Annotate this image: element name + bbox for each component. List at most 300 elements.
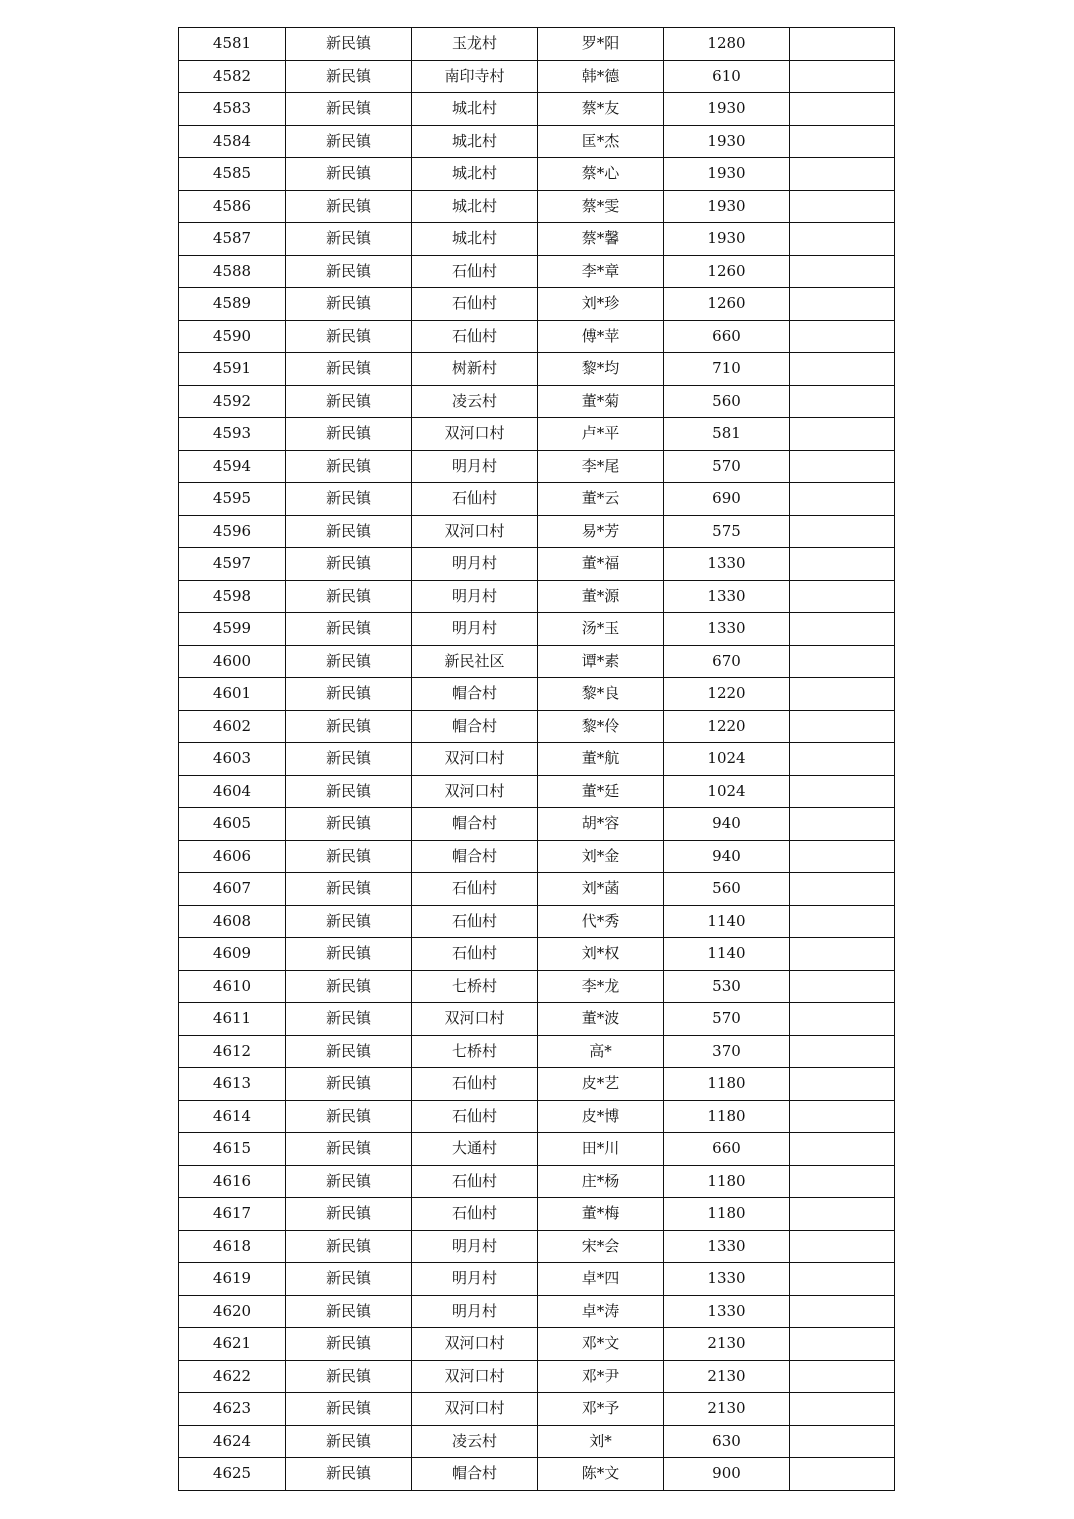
serial-number-cell: 4596: [179, 515, 286, 548]
village-cell: 石仙村: [412, 873, 538, 906]
note-cell: [790, 158, 895, 191]
amount-cell: 570: [664, 1003, 790, 1036]
table-row: [179, 938, 895, 971]
name-cell: 陈*文: [538, 1458, 664, 1491]
note-cell: [790, 840, 895, 873]
table-row: [179, 125, 895, 158]
table-row: [179, 743, 895, 776]
village-cell: 城北村: [412, 158, 538, 191]
amount-cell: 1330: [664, 1295, 790, 1328]
table-row: [179, 1035, 895, 1068]
village-cell: 石仙村: [412, 1068, 538, 1101]
town-cell: 新民镇: [286, 548, 412, 581]
town-cell: 新民镇: [286, 1393, 412, 1426]
note-cell: [790, 255, 895, 288]
note-cell: [790, 353, 895, 386]
table-row: [179, 808, 895, 841]
serial-number-cell: 4613: [179, 1068, 286, 1101]
village-cell: 双河口村: [412, 418, 538, 451]
serial-number-cell: 4625: [179, 1458, 286, 1491]
town-cell: 新民镇: [286, 905, 412, 938]
village-cell: 双河口村: [412, 515, 538, 548]
town-cell: 新民镇: [286, 743, 412, 776]
name-cell: 邓*尹: [538, 1360, 664, 1393]
serial-number-cell: 4592: [179, 385, 286, 418]
serial-number-cell: 4600: [179, 645, 286, 678]
amount-cell: 560: [664, 385, 790, 418]
name-cell: 谭*素: [538, 645, 664, 678]
table-row: [179, 93, 895, 126]
town-cell: 新民镇: [286, 1068, 412, 1101]
town-cell: 新民镇: [286, 385, 412, 418]
village-cell: 双河口村: [412, 1003, 538, 1036]
amount-cell: 370: [664, 1035, 790, 1068]
amount-cell: 530: [664, 970, 790, 1003]
name-cell: 庄*杨: [538, 1165, 664, 1198]
village-cell: 帽合村: [412, 678, 538, 711]
table-row: [179, 1003, 895, 1036]
amount-cell: 2130: [664, 1393, 790, 1426]
village-cell: 明月村: [412, 450, 538, 483]
name-cell: 傅*苹: [538, 320, 664, 353]
note-cell: [790, 1458, 895, 1491]
note-cell: [790, 320, 895, 353]
name-cell: 黎*良: [538, 678, 664, 711]
note-cell: [790, 385, 895, 418]
amount-cell: 1024: [664, 743, 790, 776]
table-row: [179, 1295, 895, 1328]
table-row: [179, 320, 895, 353]
note-cell: [790, 1425, 895, 1458]
village-cell: 帽合村: [412, 710, 538, 743]
amount-cell: 690: [664, 483, 790, 516]
town-cell: 新民镇: [286, 450, 412, 483]
serial-number-cell: 4615: [179, 1133, 286, 1166]
village-cell: 帽合村: [412, 808, 538, 841]
serial-number-cell: 4621: [179, 1328, 286, 1361]
serial-number-cell: 4607: [179, 873, 286, 906]
note-cell: [790, 775, 895, 808]
village-cell: 玉龙村: [412, 28, 538, 61]
amount-cell: 670: [664, 645, 790, 678]
note-cell: [790, 60, 895, 93]
village-cell: 七桥村: [412, 1035, 538, 1068]
serial-number-cell: 4614: [179, 1100, 286, 1133]
name-cell: 黎*均: [538, 353, 664, 386]
table-row: [179, 873, 895, 906]
amount-cell: 2130: [664, 1360, 790, 1393]
village-cell: 凌云村: [412, 385, 538, 418]
village-cell: 双河口村: [412, 1328, 538, 1361]
name-cell: 蔡*馨: [538, 223, 664, 256]
serial-number-cell: 4582: [179, 60, 286, 93]
serial-number-cell: 4585: [179, 158, 286, 191]
amount-cell: 560: [664, 873, 790, 906]
table-row: [179, 223, 895, 256]
table-row: [179, 840, 895, 873]
serial-number-cell: 4581: [179, 28, 286, 61]
name-cell: 蔡*友: [538, 93, 664, 126]
town-cell: 新民镇: [286, 873, 412, 906]
note-cell: [790, 1295, 895, 1328]
table-row: [179, 1068, 895, 1101]
table-row: [179, 970, 895, 1003]
amount-cell: 1330: [664, 580, 790, 613]
note-cell: [790, 905, 895, 938]
table-row: [179, 1198, 895, 1231]
serial-number-cell: 4602: [179, 710, 286, 743]
town-cell: 新民镇: [286, 60, 412, 93]
table-row: [179, 1165, 895, 1198]
village-cell: 南印寺村: [412, 60, 538, 93]
amount-cell: 1330: [664, 548, 790, 581]
note-cell: [790, 223, 895, 256]
serial-number-cell: 4609: [179, 938, 286, 971]
town-cell: 新民镇: [286, 28, 412, 61]
name-cell: 董*福: [538, 548, 664, 581]
note-cell: [790, 970, 895, 1003]
amount-cell: 1930: [664, 125, 790, 158]
village-cell: 树新村: [412, 353, 538, 386]
note-cell: [790, 1328, 895, 1361]
village-cell: 石仙村: [412, 1198, 538, 1231]
note-cell: [790, 450, 895, 483]
note-cell: [790, 1068, 895, 1101]
name-cell: 李*龙: [538, 970, 664, 1003]
town-cell: 新民镇: [286, 1230, 412, 1263]
table-row: [179, 548, 895, 581]
town-cell: 新民镇: [286, 418, 412, 451]
serial-number-cell: 4623: [179, 1393, 286, 1426]
town-cell: 新民镇: [286, 1003, 412, 1036]
name-cell: 董*梅: [538, 1198, 664, 1231]
name-cell: 李*尾: [538, 450, 664, 483]
note-cell: [790, 190, 895, 223]
amount-cell: 570: [664, 450, 790, 483]
table-body: [179, 28, 895, 1491]
serial-number-cell: 4593: [179, 418, 286, 451]
note-cell: [790, 1393, 895, 1426]
table-row: [179, 1360, 895, 1393]
town-cell: 新民镇: [286, 125, 412, 158]
name-cell: 蔡*雯: [538, 190, 664, 223]
table-row: [179, 190, 895, 223]
village-cell: 凌云村: [412, 1425, 538, 1458]
village-cell: 明月村: [412, 1295, 538, 1328]
amount-cell: 1280: [664, 28, 790, 61]
name-cell: 董*航: [538, 743, 664, 776]
village-cell: 城北村: [412, 223, 538, 256]
note-cell: [790, 743, 895, 776]
town-cell: 新民镇: [286, 580, 412, 613]
serial-number-cell: 4604: [179, 775, 286, 808]
name-cell: 匡*杰: [538, 125, 664, 158]
town-cell: 新民镇: [286, 1035, 412, 1068]
town-cell: 新民镇: [286, 1263, 412, 1296]
serial-number-cell: 4610: [179, 970, 286, 1003]
town-cell: 新民镇: [286, 190, 412, 223]
name-cell: 胡*容: [538, 808, 664, 841]
name-cell: 罗*阳: [538, 28, 664, 61]
table-row: [179, 678, 895, 711]
name-cell: 汤*玉: [538, 613, 664, 646]
note-cell: [790, 1198, 895, 1231]
village-cell: 双河口村: [412, 1360, 538, 1393]
village-cell: 城北村: [412, 190, 538, 223]
name-cell: 宋*会: [538, 1230, 664, 1263]
village-cell: 石仙村: [412, 1165, 538, 1198]
serial-number-cell: 4620: [179, 1295, 286, 1328]
name-cell: 皮*艺: [538, 1068, 664, 1101]
subsidy-table: [178, 27, 895, 1491]
village-cell: 帽合村: [412, 840, 538, 873]
note-cell: [790, 580, 895, 613]
serial-number-cell: 4612: [179, 1035, 286, 1068]
serial-number-cell: 4619: [179, 1263, 286, 1296]
town-cell: 新民镇: [286, 1458, 412, 1491]
amount-cell: 581: [664, 418, 790, 451]
amount-cell: 1180: [664, 1198, 790, 1231]
note-cell: [790, 1165, 895, 1198]
amount-cell: 1930: [664, 223, 790, 256]
name-cell: 邓*文: [538, 1328, 664, 1361]
amount-cell: 1180: [664, 1165, 790, 1198]
town-cell: 新民镇: [286, 320, 412, 353]
town-cell: 新民镇: [286, 158, 412, 191]
village-cell: 明月村: [412, 580, 538, 613]
amount-cell: 1930: [664, 190, 790, 223]
table-row: [179, 1263, 895, 1296]
amount-cell: 1930: [664, 158, 790, 191]
serial-number-cell: 4622: [179, 1360, 286, 1393]
table-row: [179, 353, 895, 386]
village-cell: 石仙村: [412, 938, 538, 971]
serial-number-cell: 4595: [179, 483, 286, 516]
table-row: [179, 1458, 895, 1491]
note-cell: [790, 28, 895, 61]
amount-cell: 710: [664, 353, 790, 386]
name-cell: 董*廷: [538, 775, 664, 808]
village-cell: 石仙村: [412, 483, 538, 516]
note-cell: [790, 515, 895, 548]
table-row: [179, 60, 895, 93]
note-cell: [790, 1035, 895, 1068]
village-cell: 双河口村: [412, 775, 538, 808]
name-cell: 代*秀: [538, 905, 664, 938]
table-row: [179, 1133, 895, 1166]
name-cell: 卓*四: [538, 1263, 664, 1296]
table-row: [179, 905, 895, 938]
table-row: [179, 418, 895, 451]
note-cell: [790, 1003, 895, 1036]
town-cell: 新民镇: [286, 255, 412, 288]
note-cell: [790, 873, 895, 906]
table-row: [179, 580, 895, 613]
serial-number-cell: 4611: [179, 1003, 286, 1036]
serial-number-cell: 4605: [179, 808, 286, 841]
village-cell: 明月村: [412, 548, 538, 581]
note-cell: [790, 125, 895, 158]
table-row: [179, 450, 895, 483]
serial-number-cell: 4583: [179, 93, 286, 126]
amount-cell: 940: [664, 840, 790, 873]
village-cell: 城北村: [412, 93, 538, 126]
table-row: [179, 710, 895, 743]
serial-number-cell: 4606: [179, 840, 286, 873]
amount-cell: 1180: [664, 1068, 790, 1101]
name-cell: 黎*伶: [538, 710, 664, 743]
table-row: [179, 1425, 895, 1458]
town-cell: 新民镇: [286, 515, 412, 548]
town-cell: 新民镇: [286, 1133, 412, 1166]
name-cell: 董*波: [538, 1003, 664, 1036]
town-cell: 新民镇: [286, 678, 412, 711]
serial-number-cell: 4598: [179, 580, 286, 613]
name-cell: 蔡*心: [538, 158, 664, 191]
amount-cell: 1140: [664, 905, 790, 938]
serial-number-cell: 4590: [179, 320, 286, 353]
table-row: [179, 483, 895, 516]
town-cell: 新民镇: [286, 1328, 412, 1361]
village-cell: 明月村: [412, 1230, 538, 1263]
name-cell: 卢*平: [538, 418, 664, 451]
town-cell: 新民镇: [286, 1198, 412, 1231]
name-cell: 田*川: [538, 1133, 664, 1166]
amount-cell: 1330: [664, 1230, 790, 1263]
amount-cell: 1260: [664, 255, 790, 288]
village-cell: 石仙村: [412, 1100, 538, 1133]
serial-number-cell: 4594: [179, 450, 286, 483]
village-cell: 新民社区: [412, 645, 538, 678]
amount-cell: 660: [664, 1133, 790, 1166]
note-cell: [790, 1133, 895, 1166]
amount-cell: 1220: [664, 678, 790, 711]
amount-cell: 610: [664, 60, 790, 93]
name-cell: 刘*: [538, 1425, 664, 1458]
village-cell: 石仙村: [412, 320, 538, 353]
table-row: [179, 255, 895, 288]
amount-cell: 575: [664, 515, 790, 548]
name-cell: 韩*德: [538, 60, 664, 93]
name-cell: 董*菊: [538, 385, 664, 418]
note-cell: [790, 93, 895, 126]
village-cell: 城北村: [412, 125, 538, 158]
town-cell: 新民镇: [286, 353, 412, 386]
town-cell: 新民镇: [286, 645, 412, 678]
serial-number-cell: 4617: [179, 1198, 286, 1231]
town-cell: 新民镇: [286, 970, 412, 1003]
name-cell: 卓*涛: [538, 1295, 664, 1328]
amount-cell: 940: [664, 808, 790, 841]
amount-cell: 900: [664, 1458, 790, 1491]
name-cell: 刘*珍: [538, 288, 664, 321]
name-cell: 刘*金: [538, 840, 664, 873]
name-cell: 董*云: [538, 483, 664, 516]
note-cell: [790, 288, 895, 321]
town-cell: 新民镇: [286, 223, 412, 256]
serial-number-cell: 4616: [179, 1165, 286, 1198]
serial-number-cell: 4608: [179, 905, 286, 938]
serial-number-cell: 4588: [179, 255, 286, 288]
serial-number-cell: 4586: [179, 190, 286, 223]
serial-number-cell: 4584: [179, 125, 286, 158]
table-row: [179, 775, 895, 808]
village-cell: 双河口村: [412, 1393, 538, 1426]
serial-number-cell: 4601: [179, 678, 286, 711]
note-cell: [790, 645, 895, 678]
table-row: [179, 645, 895, 678]
amount-cell: 1330: [664, 613, 790, 646]
town-cell: 新民镇: [286, 938, 412, 971]
name-cell: 刘*菡: [538, 873, 664, 906]
town-cell: 新民镇: [286, 808, 412, 841]
serial-number-cell: 4599: [179, 613, 286, 646]
town-cell: 新民镇: [286, 1100, 412, 1133]
village-cell: 大通村: [412, 1133, 538, 1166]
table-row: [179, 1328, 895, 1361]
village-cell: 双河口村: [412, 743, 538, 776]
amount-cell: 1260: [664, 288, 790, 321]
amount-cell: 660: [664, 320, 790, 353]
amount-cell: 1930: [664, 93, 790, 126]
village-cell: 帽合村: [412, 1458, 538, 1491]
note-cell: [790, 1263, 895, 1296]
serial-number-cell: 4589: [179, 288, 286, 321]
town-cell: 新民镇: [286, 288, 412, 321]
table-row: [179, 28, 895, 61]
note-cell: [790, 548, 895, 581]
serial-number-cell: 4618: [179, 1230, 286, 1263]
village-cell: 明月村: [412, 1263, 538, 1296]
table-row: [179, 613, 895, 646]
town-cell: 新民镇: [286, 1360, 412, 1393]
town-cell: 新民镇: [286, 1425, 412, 1458]
village-cell: 石仙村: [412, 255, 538, 288]
town-cell: 新民镇: [286, 840, 412, 873]
table-row: [179, 158, 895, 191]
note-cell: [790, 1360, 895, 1393]
serial-number-cell: 4587: [179, 223, 286, 256]
amount-cell: 1330: [664, 1263, 790, 1296]
village-cell: 明月村: [412, 613, 538, 646]
note-cell: [790, 418, 895, 451]
town-cell: 新民镇: [286, 775, 412, 808]
name-cell: 刘*权: [538, 938, 664, 971]
table-row: [179, 1393, 895, 1426]
note-cell: [790, 1100, 895, 1133]
serial-number-cell: 4624: [179, 1425, 286, 1458]
village-cell: 七桥村: [412, 970, 538, 1003]
note-cell: [790, 710, 895, 743]
table-row: [179, 1100, 895, 1133]
serial-number-cell: 4597: [179, 548, 286, 581]
town-cell: 新民镇: [286, 483, 412, 516]
village-cell: 石仙村: [412, 905, 538, 938]
town-cell: 新民镇: [286, 1165, 412, 1198]
name-cell: 邓*予: [538, 1393, 664, 1426]
table-row: [179, 1230, 895, 1263]
table-row: [179, 288, 895, 321]
note-cell: [790, 613, 895, 646]
note-cell: [790, 678, 895, 711]
amount-cell: 1140: [664, 938, 790, 971]
note-cell: [790, 1230, 895, 1263]
amount-cell: 1180: [664, 1100, 790, 1133]
town-cell: 新民镇: [286, 93, 412, 126]
name-cell: 董*源: [538, 580, 664, 613]
table-row: [179, 385, 895, 418]
village-cell: 石仙村: [412, 288, 538, 321]
